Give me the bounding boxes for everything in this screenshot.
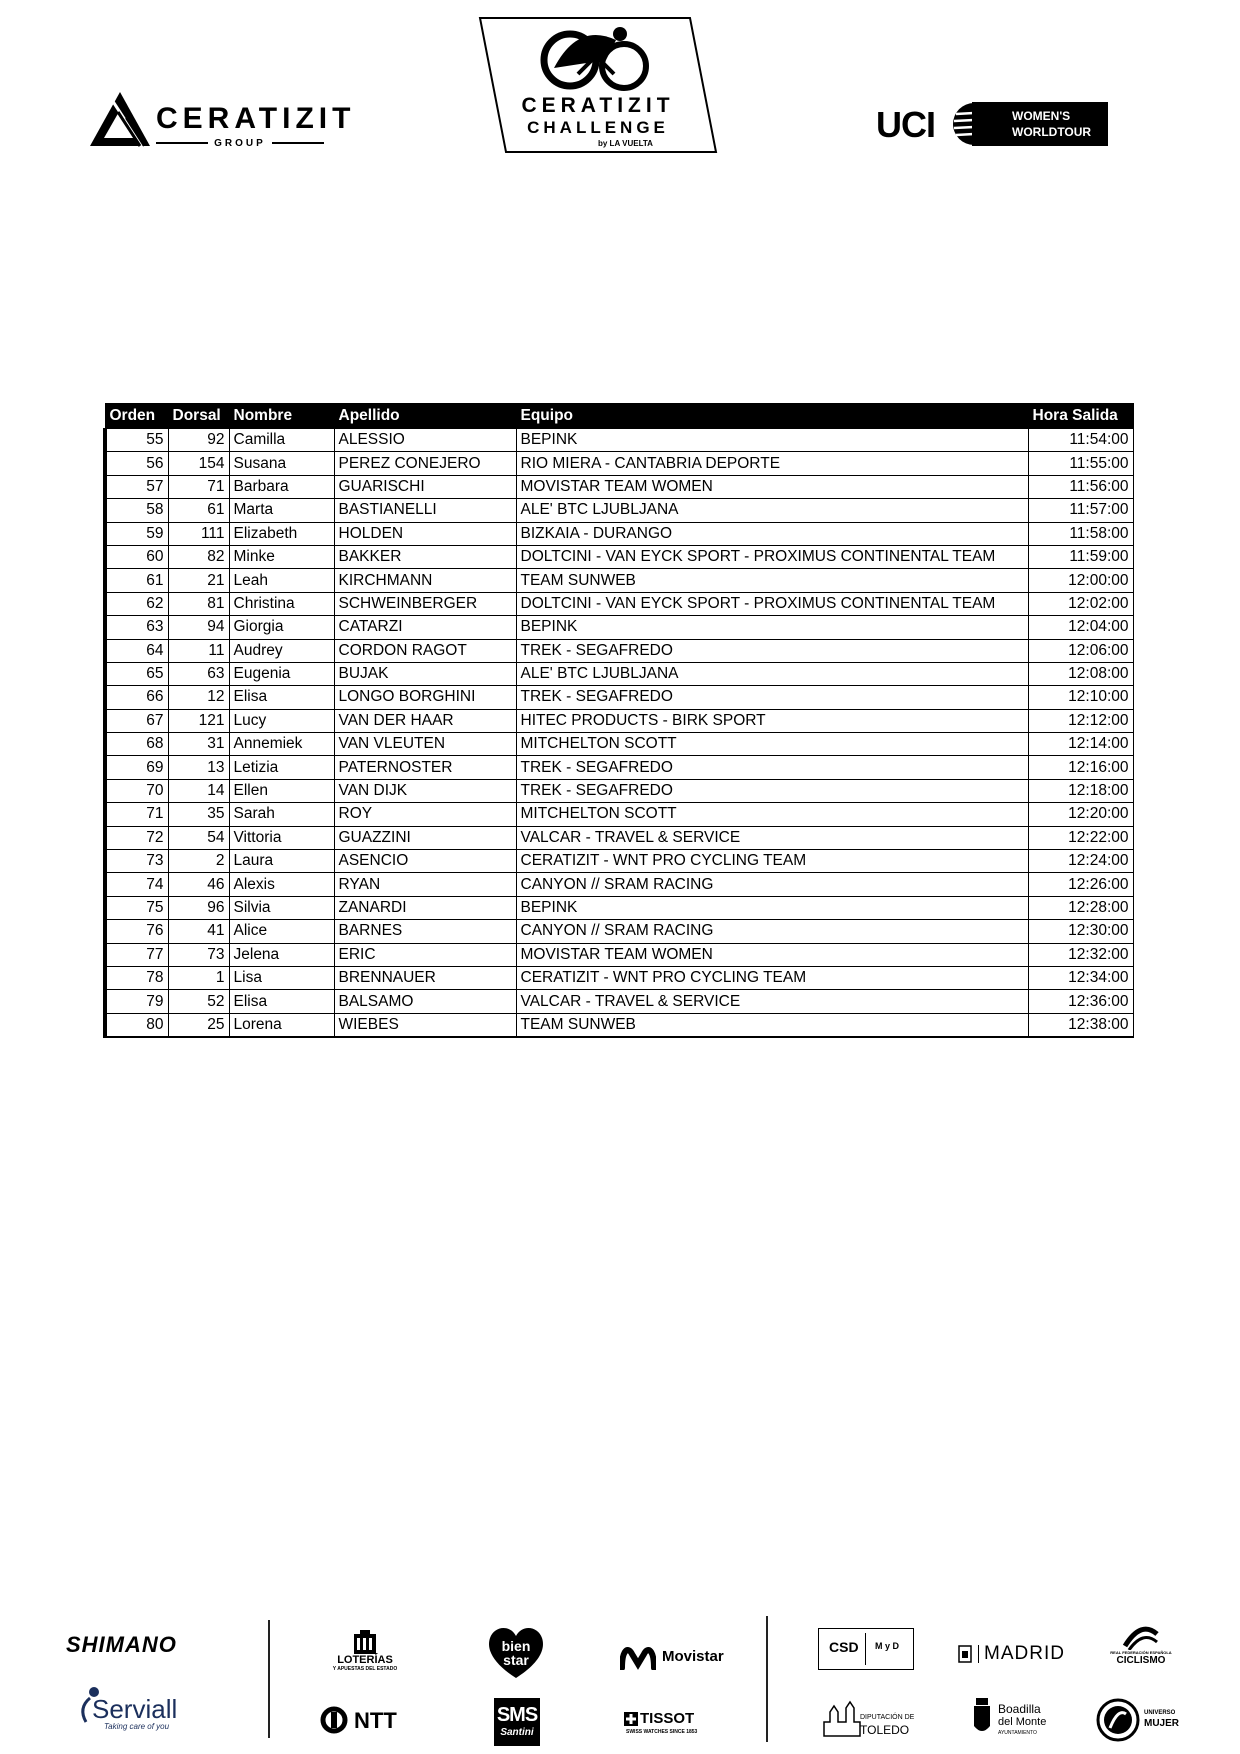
cell-nombre: Elisa (229, 686, 334, 709)
cell-apellido: ERIC (334, 943, 516, 966)
cell-equipo: ALE' BTC LJUBLJANA (516, 499, 1028, 522)
movistar-logo: Movistar (620, 1644, 730, 1674)
cell-dorsal: 2 (168, 850, 229, 873)
cell-equipo: VALCAR - TRAVEL & SERVICE (516, 826, 1028, 849)
cell-nombre: Annemiek (229, 733, 334, 756)
cell-apellido: GUAZZINI (334, 826, 516, 849)
cell-nombre: Eugenia (229, 662, 334, 685)
table-row (105, 686, 1133, 709)
cell-orden: 67 (105, 709, 168, 732)
cell-orden: 80 (105, 1013, 168, 1037)
cell-equipo: BEPINK (516, 429, 1028, 452)
madrid-bear-icon (958, 1645, 972, 1663)
ceratizit-triangle-icon (90, 92, 150, 148)
rfec-ciclismo-logo: REAL FEDERACIÓN ESPAÑOLA CICLISMO (1106, 1624, 1176, 1672)
table-row (105, 499, 1133, 522)
cell-nombre: Minke (229, 545, 334, 568)
cell-apellido: LONGO BORGHINI (334, 686, 516, 709)
cell-equipo: TREK - SEGAFREDO (516, 756, 1028, 779)
table-row (105, 990, 1133, 1013)
cell-orden: 72 (105, 826, 168, 849)
cell-dorsal: 82 (168, 545, 229, 568)
col-header-equipo: Equipo (516, 404, 1028, 429)
cell-hora-salida: 12:00:00 (1028, 569, 1133, 592)
cell-apellido: BASTIANELLI (334, 499, 516, 522)
bienstar-logo: bien star (486, 1624, 546, 1680)
boadilla-logo: Boadilla del Monte AYUNTAMIENTO (970, 1696, 1054, 1744)
table-row (105, 779, 1133, 802)
cell-orden: 75 (105, 896, 168, 919)
cell-hora-salida: 11:57:00 (1028, 499, 1133, 522)
universo-mujer-icon (1096, 1698, 1140, 1742)
ceratizit-group-label: GROUP (208, 138, 272, 149)
cell-equipo: MOVISTAR TEAM WOMEN (516, 943, 1028, 966)
cell-nombre: Alexis (229, 873, 334, 896)
cell-orden: 74 (105, 873, 168, 896)
cell-equipo: RIO MIERA - CANTABRIA DEPORTE (516, 452, 1028, 475)
table-row (105, 943, 1133, 966)
cell-hora-salida: 11:55:00 (1028, 452, 1133, 475)
movistar-m-icon (620, 1644, 656, 1670)
table-row (105, 803, 1133, 826)
cell-dorsal: 73 (168, 943, 229, 966)
cell-equipo: TREK - SEGAFREDO (516, 639, 1028, 662)
csd-myd-logo: CSD M y D (818, 1628, 914, 1670)
cell-orden: 63 (105, 616, 168, 639)
cell-equipo: TREK - SEGAFREDO (516, 686, 1028, 709)
cell-dorsal: 11 (168, 639, 229, 662)
cell-nombre: Silvia (229, 896, 334, 919)
cell-hora-salida: 12:16:00 (1028, 756, 1133, 779)
cell-hora-salida: 12:38:00 (1028, 1013, 1133, 1037)
table-row (105, 966, 1133, 989)
cell-dorsal: 154 (168, 452, 229, 475)
start-list-table (103, 403, 1134, 1038)
cell-apellido: BRENNAUER (334, 966, 516, 989)
cell-hora-salida: 12:30:00 (1028, 920, 1133, 943)
table-row (105, 545, 1133, 568)
cell-nombre: Audrey (229, 639, 334, 662)
uci-worldtour-label: WORLDTOUR (1012, 125, 1092, 139)
challenge-tagline: by LA VUELTA (598, 139, 653, 148)
cell-dorsal: 12 (168, 686, 229, 709)
cell-nombre: Lorena (229, 1013, 334, 1037)
cell-dorsal: 96 (168, 896, 229, 919)
uci-womens-worldtour-logo (876, 100, 1108, 148)
cell-apellido: BALSAMO (334, 990, 516, 1013)
cell-hora-salida: 12:34:00 (1028, 966, 1133, 989)
cell-hora-salida: 12:20:00 (1028, 803, 1133, 826)
table-row (105, 475, 1133, 498)
table-row (105, 639, 1133, 662)
cell-apellido: CATARZI (334, 616, 516, 639)
cell-nombre: Vittoria (229, 826, 334, 849)
cell-equipo: MOVISTAR TEAM WOMEN (516, 475, 1028, 498)
ceratizit-challenge-logo (478, 16, 718, 156)
cell-apellido: PEREZ CONEJERO (334, 452, 516, 475)
table-row (105, 592, 1133, 615)
cell-equipo: BIZKAIA - DURANGO (516, 522, 1028, 545)
table-row (105, 850, 1133, 873)
cell-orden: 66 (105, 686, 168, 709)
cell-nombre: Alice (229, 920, 334, 943)
cell-nombre: Laura (229, 850, 334, 873)
sms-santini-logo: SMS Santini (494, 1698, 540, 1746)
cell-hora-salida: 12:06:00 (1028, 639, 1133, 662)
swiss-cross-icon (624, 1712, 638, 1726)
cell-nombre: Lisa (229, 966, 334, 989)
col-header-nombre: Nombre (229, 404, 334, 429)
cell-dorsal: 46 (168, 873, 229, 896)
cell-nombre: Ellen (229, 779, 334, 802)
cell-nombre: Marta (229, 499, 334, 522)
cell-nombre: Sarah (229, 803, 334, 826)
cell-hora-salida: 12:28:00 (1028, 896, 1133, 919)
cell-apellido: KIRCHMANN (334, 569, 516, 592)
table-row (105, 733, 1133, 756)
cell-orden: 64 (105, 639, 168, 662)
cell-hora-salida: 12:12:00 (1028, 709, 1133, 732)
cell-apellido: BUJAK (334, 662, 516, 685)
ntt-ring-icon (320, 1706, 348, 1734)
table-row (105, 896, 1133, 919)
cell-apellido: ROY (334, 803, 516, 826)
cell-hora-salida: 12:10:00 (1028, 686, 1133, 709)
cell-apellido: VAN VLEUTEN (334, 733, 516, 756)
cell-hora-salida: 12:04:00 (1028, 616, 1133, 639)
cell-apellido: WIEBES (334, 1013, 516, 1037)
serviall-logo: Serviall Taking care of you (76, 1686, 196, 1732)
cell-apellido: BARNES (334, 920, 516, 943)
cell-equipo: BEPINK (516, 896, 1028, 919)
cell-hora-salida: 11:56:00 (1028, 475, 1133, 498)
cell-nombre: Susana (229, 452, 334, 475)
cell-orden: 79 (105, 990, 168, 1013)
cell-apellido: CORDON RAGOT (334, 639, 516, 662)
cell-dorsal: 35 (168, 803, 229, 826)
cell-hora-salida: 12:24:00 (1028, 850, 1133, 873)
cell-nombre: Giorgia (229, 616, 334, 639)
cell-equipo: CANYON // SRAM RACING (516, 920, 1028, 943)
table-row (105, 429, 1133, 452)
cell-nombre: Elizabeth (229, 522, 334, 545)
cell-orden: 59 (105, 522, 168, 545)
ceratizit-group-logo (90, 92, 356, 154)
universo-mujer-logo: UNIVERSO MUJER (1096, 1698, 1186, 1742)
uci-womens-label: WOMEN'S (1012, 109, 1071, 123)
cell-apellido: ZANARDI (334, 896, 516, 919)
cell-dorsal: 31 (168, 733, 229, 756)
cell-orden: 73 (105, 850, 168, 873)
cell-dorsal: 94 (168, 616, 229, 639)
cell-dorsal: 21 (168, 569, 229, 592)
ceratizit-wordmark: CERATIZIT (156, 102, 356, 135)
cell-hora-salida: 12:22:00 (1028, 826, 1133, 849)
cell-equipo: HITEC PRODUCTS - BIRK SPORT (516, 709, 1028, 732)
rfec-emblem-icon (1121, 1624, 1161, 1650)
table-row (105, 569, 1133, 592)
cell-orden: 76 (105, 920, 168, 943)
cell-apellido: ASENCIO (334, 850, 516, 873)
cell-equipo: TEAM SUNWEB (516, 1013, 1028, 1037)
cell-orden: 77 (105, 943, 168, 966)
loterias-crest-icon (352, 1630, 378, 1654)
table-row (105, 1013, 1133, 1037)
cell-orden: 61 (105, 569, 168, 592)
col-header-hora-salida: Hora Salida (1028, 404, 1133, 429)
cell-equipo: CERATIZIT - WNT PRO CYCLING TEAM (516, 850, 1028, 873)
cell-dorsal: 14 (168, 779, 229, 802)
cell-apellido: PATERNOSTER (334, 756, 516, 779)
cell-hora-salida: 12:32:00 (1028, 943, 1133, 966)
cell-dorsal: 63 (168, 662, 229, 685)
cell-equipo: ALE' BTC LJUBLJANA (516, 662, 1028, 685)
cell-hora-salida: 11:54:00 (1028, 429, 1133, 452)
cell-hora-salida: 12:26:00 (1028, 873, 1133, 896)
cell-dorsal: 13 (168, 756, 229, 779)
cell-nombre: Christina (229, 592, 334, 615)
cell-nombre: Barbara (229, 475, 334, 498)
cell-orden: 62 (105, 592, 168, 615)
table-row (105, 826, 1133, 849)
cell-nombre: Jelena (229, 943, 334, 966)
cell-equipo: MITCHELTON SCOTT (516, 803, 1028, 826)
challenge-title-2: CHALLENGE (527, 118, 669, 137)
cell-orden: 57 (105, 475, 168, 498)
cell-equipo: CANYON // SRAM RACING (516, 873, 1028, 896)
cell-dorsal: 111 (168, 522, 229, 545)
cell-orden: 55 (105, 429, 168, 452)
cell-orden: 56 (105, 452, 168, 475)
cell-nombre: Elisa (229, 990, 334, 1013)
cell-apellido: GUARISCHI (334, 475, 516, 498)
cell-dorsal: 54 (168, 826, 229, 849)
cell-nombre: Leah (229, 569, 334, 592)
cell-orden: 70 (105, 779, 168, 802)
boadilla-crest-icon (970, 1698, 994, 1738)
cell-apellido: BAKKER (334, 545, 516, 568)
cell-dorsal: 41 (168, 920, 229, 943)
cell-orden: 68 (105, 733, 168, 756)
cell-apellido: HOLDEN (334, 522, 516, 545)
toledo-skyline-icon (822, 1698, 862, 1738)
cell-apellido: RYAN (334, 873, 516, 896)
cell-equipo: DOLTCINI - VAN EYCK SPORT - PROXIMUS CONTINENTAL TEAM (516, 545, 1028, 568)
cell-equipo: VALCAR - TRAVEL & SERVICE (516, 990, 1028, 1013)
loterias-logo: LOTERÍAS Y APUESTAS DEL ESTADO (330, 1630, 400, 1678)
cell-hora-salida: 12:18:00 (1028, 779, 1133, 802)
table-row (105, 756, 1133, 779)
col-header-apellido: Apellido (334, 404, 516, 429)
cell-hora-salida: 11:59:00 (1028, 545, 1133, 568)
uci-wordmark: UCI (876, 104, 935, 145)
table-row (105, 662, 1133, 685)
cell-orden: 60 (105, 545, 168, 568)
cell-equipo: CERATIZIT - WNT PRO CYCLING TEAM (516, 966, 1028, 989)
cell-apellido: VAN DER HAAR (334, 709, 516, 732)
cell-orden: 78 (105, 966, 168, 989)
cell-apellido: ALESSIO (334, 429, 516, 452)
table-row (105, 873, 1133, 896)
col-header-orden: Orden (105, 404, 168, 429)
table-header-row (105, 404, 1133, 429)
cell-equipo: DOLTCINI - VAN EYCK SPORT - PROXIMUS CONTINENTAL TEAM (516, 592, 1028, 615)
cell-nombre: Lucy (229, 709, 334, 732)
madrid-logo: MADRID (958, 1642, 1068, 1668)
cell-dorsal: 52 (168, 990, 229, 1013)
table-row (105, 616, 1133, 639)
table-row (105, 920, 1133, 943)
cell-hora-salida: 12:08:00 (1028, 662, 1133, 685)
col-header-dorsal: Dorsal (168, 404, 229, 429)
diputacion-toledo-logo: DIPUTACIÓN DE TOLEDO (822, 1698, 912, 1742)
cell-dorsal: 121 (168, 709, 229, 732)
cell-dorsal: 1 (168, 966, 229, 989)
cell-dorsal: 81 (168, 592, 229, 615)
cell-equipo: MITCHELTON SCOTT (516, 733, 1028, 756)
cell-dorsal: 92 (168, 429, 229, 452)
cell-dorsal: 25 (168, 1013, 229, 1037)
cell-orden: 58 (105, 499, 168, 522)
cell-nombre: Letizia (229, 756, 334, 779)
challenge-title-1: CERATIZIT (521, 94, 675, 117)
cell-hora-salida: 12:02:00 (1028, 592, 1133, 615)
table-row (105, 709, 1133, 732)
cell-hora-salida: 11:58:00 (1028, 522, 1133, 545)
cell-hora-salida: 12:36:00 (1028, 990, 1133, 1013)
cell-hora-salida: 12:14:00 (1028, 733, 1133, 756)
ntt-logo: NTT (320, 1706, 420, 1736)
cell-dorsal: 71 (168, 475, 229, 498)
cell-equipo: BEPINK (516, 616, 1028, 639)
table-row (105, 522, 1133, 545)
tissot-logo: TISSOT SWISS WATCHES SINCE 1853 (626, 1710, 698, 1735)
cell-orden: 69 (105, 756, 168, 779)
cell-dorsal: 61 (168, 499, 229, 522)
shimano-logo: SHIMANO (66, 1632, 177, 1657)
cell-nombre: Camilla (229, 429, 334, 452)
cell-orden: 71 (105, 803, 168, 826)
cell-equipo: TEAM SUNWEB (516, 569, 1028, 592)
table-row (105, 452, 1133, 475)
cell-apellido: VAN DIJK (334, 779, 516, 802)
cell-apellido: SCHWEINBERGER (334, 592, 516, 615)
cell-equipo: TREK - SEGAFREDO (516, 779, 1028, 802)
cell-orden: 65 (105, 662, 168, 685)
